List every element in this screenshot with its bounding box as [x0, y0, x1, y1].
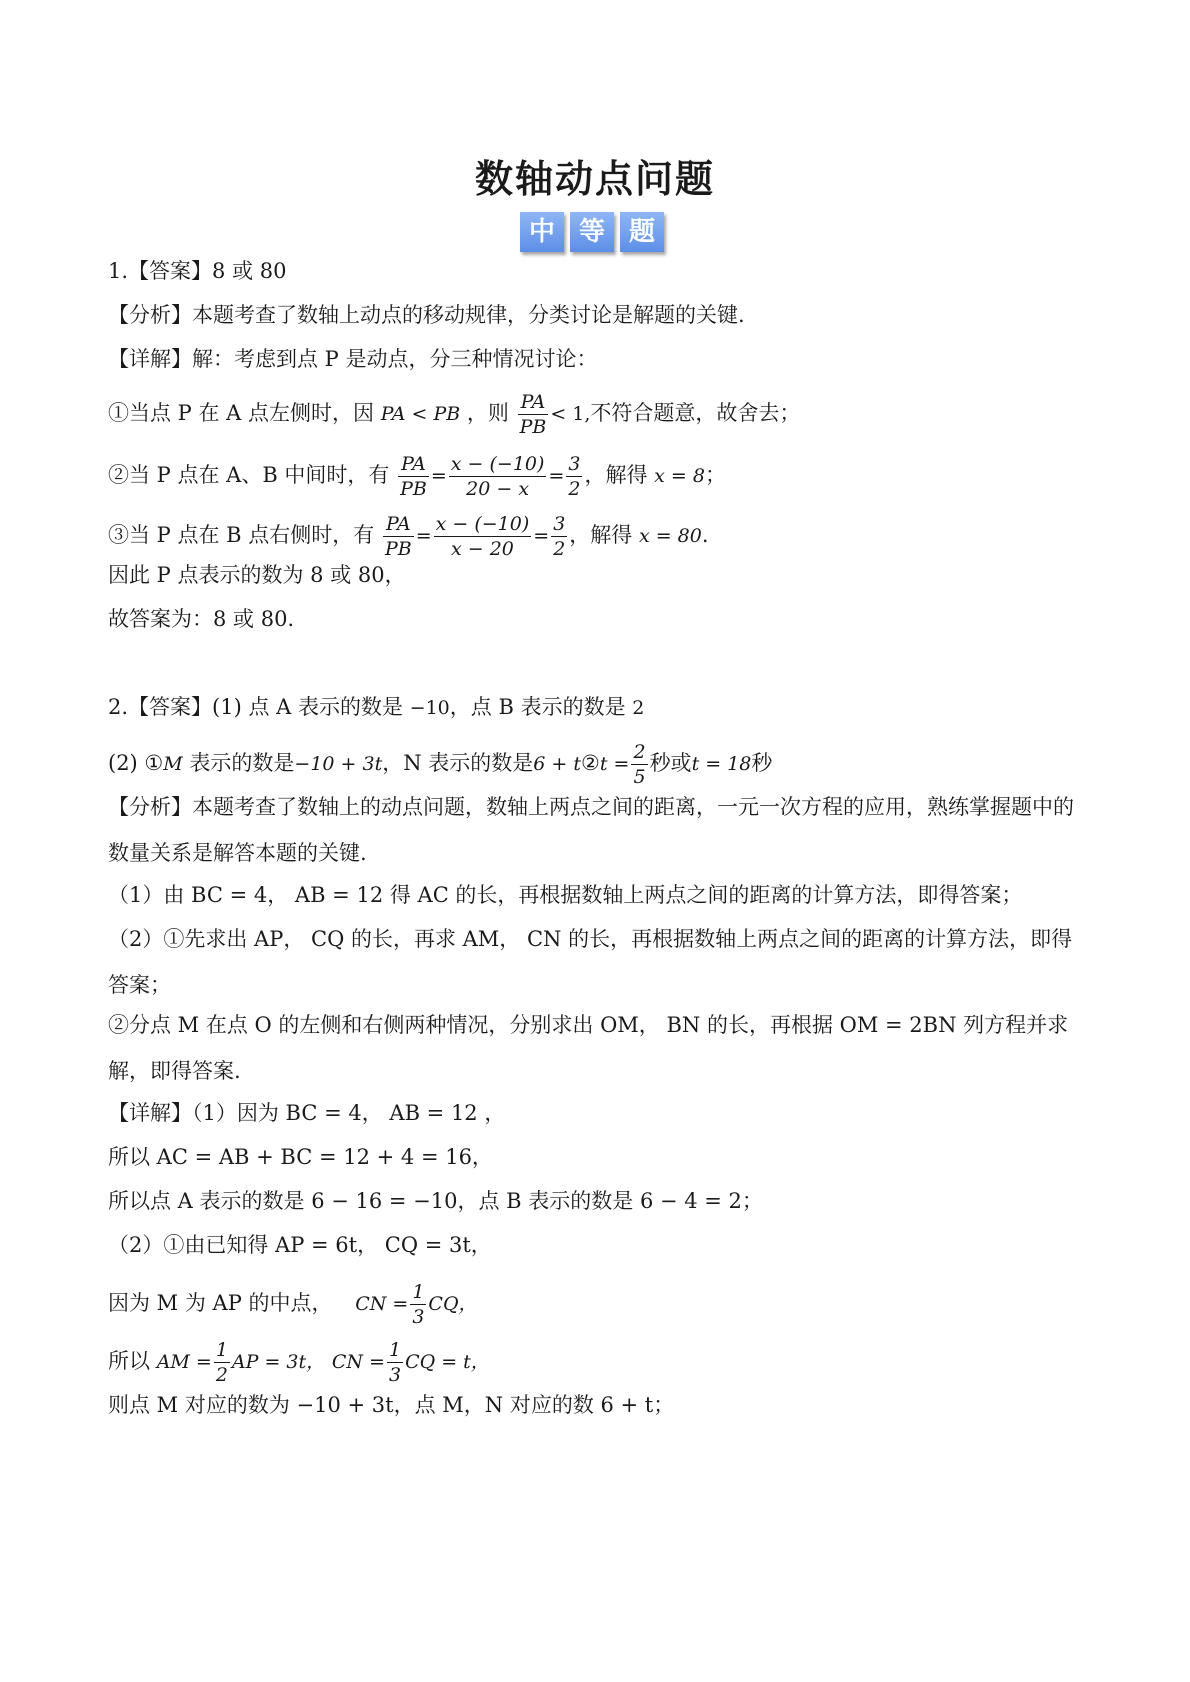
q2-ans2-text-e: 秒或 [649, 751, 692, 775]
q2-detail-3: 所以点 A 表示的数是 6 − 16 = −10，点 B 表示的数是 6 − 4 = 2； [108, 1189, 763, 1213]
q1-case2: ②当 P 点在 A、B 中间时，有 $\frac{PA}{PB}$ = $\frac{x - (-10)}{20 - x}$ = $\frac{3}{2}$ ，解得 x = 8； [108, 453, 726, 500]
d6-text-d: CQ = t， [405, 1351, 490, 1373]
case2-frac-3 [566, 452, 582, 501]
q1-detail: 【详解】解：考虑到点 P 是动点，分三种情况讨论： [108, 347, 598, 371]
q2-answer-2 [108, 740, 772, 789]
d6-text-a: 所以 [108, 1349, 150, 1373]
q2-ans2-v1: −10 + 3t [294, 753, 383, 775]
q2-detail-7: 则点 M 对应的数为 −10 + 3t，点 M，N 对应的数 6 + t； [108, 1393, 675, 1417]
q2-ans1-text-b: ，点 B 表示的数是 [449, 695, 626, 719]
q2-ans1-v2: 2 [632, 697, 645, 719]
q2-analysis: 【分析】本题考查了数轴上的动点问题，数轴上两点之间的距离，一元一次方程的应用，熟练掌握题中的数量关系是解答本题的关键. [108, 795, 1074, 865]
q2-ans2-text-d: ② [581, 751, 600, 775]
frac-num: 1 [388, 1339, 402, 1361]
case1-fraction [518, 390, 549, 439]
badge-char-2: 等 [570, 212, 614, 252]
q2-ans2-v3: t = 18 [691, 753, 752, 775]
frac-den: PB [400, 478, 427, 500]
q1-case1 [108, 390, 800, 439]
case2-text-a: ②当 P 点在 A、B 中间时，有 [108, 463, 390, 487]
frac-den: 3 [412, 1306, 425, 1328]
frac-den: 3 [388, 1364, 402, 1386]
frac-num: PA [383, 512, 414, 537]
difficulty-badge [520, 212, 664, 252]
case3-frac-2 [434, 512, 532, 561]
q2-detail-2: 所以 AC = AB + BC = 12 + 4 = 16， [108, 1145, 493, 1169]
q2-ans2-v2: 6 + t [533, 753, 582, 775]
frac-den: PB [519, 416, 547, 438]
eq-sign: = [430, 465, 447, 487]
case1-lt1: < 1, [550, 403, 591, 425]
case1-text-a: ①当点 P 在 A 点左侧时，因 [108, 401, 374, 425]
frac-den: 5 [633, 766, 646, 788]
case2-solution: x = 8 [654, 465, 705, 487]
q2-ans2-text-f: 秒 [751, 751, 773, 775]
frac-den: PB [384, 538, 412, 560]
case1-text-b: ，则 [466, 401, 509, 425]
q2-ans1-text-a: 2.【答案】(1) 点 A 表示的数是 [108, 695, 403, 719]
case3-text-a: ③当 P 点在 B 点右侧时，有 [108, 523, 375, 547]
case2-frac-1 [398, 452, 429, 501]
q2-ans2-text-a: (2) ① [108, 751, 164, 775]
q1-answer: 1.【答案】8 或 80 [108, 259, 287, 283]
q1-case3: ③当 P 点在 B 点右侧时，有 $\frac{PA}{PB}$ = $\frac{x - (-10)}{x - 20}$ = $\frac{3}{2}$ ，解得 x = 80. [108, 513, 709, 560]
q2-detail-4: （2）①由已知得 AP = 6t， CQ = 3t， [108, 1233, 492, 1257]
q2-detail-1: 【详解】（1）因为 BC = 4， AB = 12 ， [108, 1101, 506, 1125]
frac-num: 3 [553, 513, 566, 535]
d6-frac-1-3 [387, 1338, 403, 1387]
case3-frac-1 [383, 512, 414, 561]
frac-num: x − (−10) [435, 513, 530, 535]
d5-math: CN = [355, 1293, 409, 1315]
d6-math-am: AM = [156, 1351, 212, 1373]
q2-ans2-text-b: 表示的数是 [189, 751, 295, 775]
frac-num: x − (−10) [450, 453, 545, 475]
case3-frac-3 [551, 512, 567, 561]
q2-answer-1 [108, 692, 644, 723]
frac-num: 2 [633, 741, 646, 763]
frac-num: 3 [568, 453, 581, 475]
q1-conclusion: 因此 P 点表示的数为 8 或 80， [108, 563, 406, 587]
d5-frac-1-3 [410, 1280, 426, 1329]
frac-den: x − 20 [450, 538, 514, 560]
case1-inequality: PA < PB [380, 403, 461, 425]
eq-sign: = [533, 525, 550, 547]
frac-num: PA [398, 452, 429, 477]
eq-sign: = [415, 525, 432, 547]
page-title: 数轴动点问题 [474, 157, 715, 201]
d6-math-cn: CN = [331, 1351, 385, 1373]
d6-frac-1-2 [214, 1338, 230, 1387]
case3-solution: x = 80 [638, 525, 702, 547]
frac-num: 1 [215, 1339, 228, 1361]
frac-num: 1 [412, 1281, 425, 1303]
q2-analysis-1: （1）由 BC = 4， AB = 12 得 AC 的长，再根据数轴上两点之间的距离的计算方法，即得答案； [108, 883, 1023, 907]
frac-den: 2 [568, 478, 581, 500]
q2-detail-6 [108, 1338, 490, 1387]
case1-text-c: 不符合题意，故舍去； [590, 401, 801, 425]
frac-den: 2 [553, 538, 566, 560]
frac-den: 2 [215, 1364, 228, 1386]
badge-char-3: 题 [620, 212, 664, 252]
q2-detail-5 [108, 1280, 478, 1329]
case3-text-b: ，解得 [569, 523, 633, 547]
q1-final: 故答案为：8 或 80. [108, 607, 295, 631]
q2-ans2-text-c: ，N 表示的数是 [382, 751, 534, 775]
d5-text-a: 因为 M 为 AP 的中点， [108, 1291, 333, 1315]
d5-text-b: CQ， [428, 1293, 478, 1315]
q2-analysis-3: ②分点 M 在点 O 的左侧和右侧两种情况，分别求出 OM， BN 的长，再根据 OM = 2BN 列方程并求解，即得答案. [108, 1013, 1069, 1083]
frac-num: PA [518, 390, 549, 415]
q2-ans1-v1: −10 [409, 697, 450, 719]
case2-frac-2 [449, 452, 547, 501]
case2-text-b: ，解得 [584, 463, 648, 487]
eq-sign: = [548, 465, 565, 487]
q2-frac-2-5 [631, 740, 647, 789]
frac-den: 20 − x [466, 478, 530, 500]
badge-char-1: 中 [520, 212, 564, 252]
q2-analysis-2: （2）①先求出 AP， CQ 的长，再求 AM， CN 的长，再根据数轴上两点之间的距离的计算方法，即得答案； [108, 927, 1073, 997]
d6-text-b: AP = 3t， [231, 1351, 326, 1373]
q1-analysis: 【分析】本题考查了数轴上动点的移动规律，分类讨论是解题的关键. [108, 303, 745, 327]
q2-ans2-t: t = [599, 753, 630, 775]
q2-ans2-M: M [163, 753, 183, 775]
